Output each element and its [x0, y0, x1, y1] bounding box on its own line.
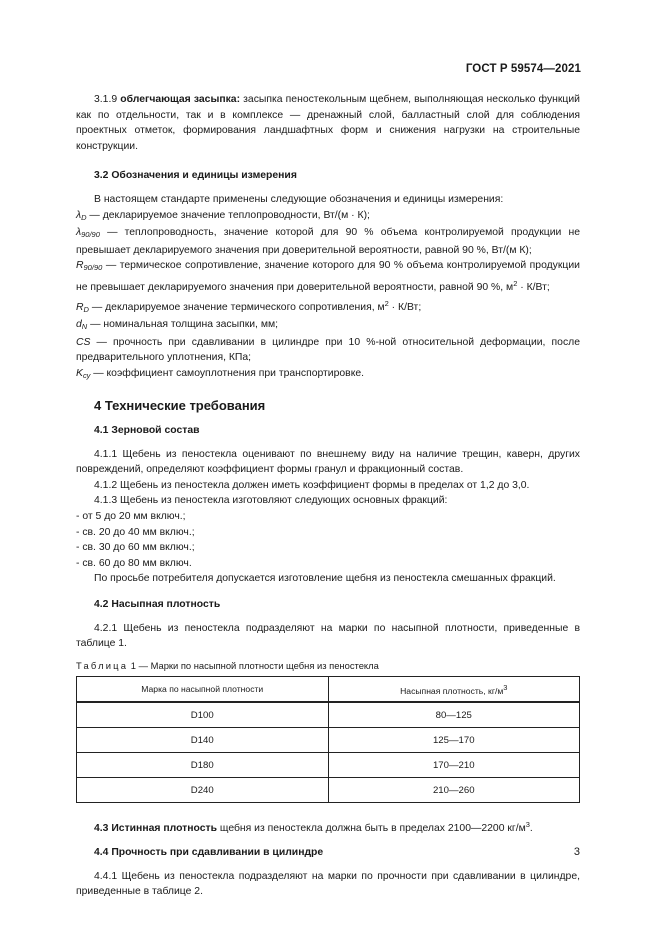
paragraph-4-1-1: 4.1.1 Щебень из пеностекла оценивают по внешнему виду на наличие трещин, каверн, других повреждений, определяют коэффициент формы гранул и фракционный состав. — [76, 448, 580, 476]
symbol-subscript: D — [81, 212, 87, 222]
table-row — [77, 702, 580, 728]
density-cell: 210—260 — [328, 778, 580, 803]
symbol-text: — термическое сопротивление, значение которого для 90 % объема контролируемой продукции не превышает декларируемого значения при доверительной вероятности, равной 90 %, м — [76, 260, 580, 293]
paragraph-4-3 — [76, 817, 580, 837]
symbol-subscript: N — [81, 322, 88, 332]
symbol-definition — [76, 335, 580, 366]
table-row — [77, 753, 580, 778]
symbol: CS — [76, 336, 91, 348]
page-content — [76, 92, 580, 900]
symbol-subscript: су — [82, 370, 91, 380]
symbol-subscript: 90/90 — [81, 230, 100, 240]
term: облегчающая засыпка: — [120, 94, 241, 105]
fraction-item: - от 5 до 20 мм включ.; — [76, 511, 186, 523]
clause-4-3-end: . — [529, 823, 533, 835]
section-4-title: 4 Технические требования — [94, 397, 266, 413]
density-cell: 170—210 — [328, 753, 580, 778]
table-1-caption — [76, 658, 580, 674]
section-4-1-title: 4.1 Зерновой состав — [94, 425, 200, 437]
caption-word: Таблица — [76, 659, 129, 671]
grade-cell: D100 — [77, 702, 329, 728]
symbol-text-tail: · К/Вт; — [517, 281, 550, 293]
paragraph-4-4-1: 4.4.1 Щебень из пеностекла подразделяют на марки по прочности при сдавливании в цилиндре, приведенные в таблице 2. — [76, 870, 580, 898]
clause-4-3-sup: 3 — [525, 820, 530, 830]
paragraph-3-1-9 — [76, 92, 580, 154]
unit-superscript: 2 — [384, 298, 389, 308]
paragraph-mixed-fractions: По просьбе потребителя допускается изготовление щебня из пеностекла смешанных фракций. — [94, 573, 556, 585]
clause-4-3-bold: 4.3 Истинная плотность — [94, 823, 217, 835]
symbol: R — [76, 301, 84, 313]
density-cell: 125—170 — [328, 728, 580, 753]
symbol: d — [76, 319, 82, 331]
fraction-item: - св. 20 до 40 мм включ.; — [76, 526, 195, 538]
clause-4-3-text: щебня из пеностекла должна быть в пределах 2100—2200 кг/м — [217, 823, 526, 835]
table-header-row — [77, 677, 580, 703]
clause-number: 3.1.9 — [94, 94, 118, 105]
section-3-2-title: 3.2 Обозначения и единицы измерения — [94, 170, 297, 182]
symbol-text: — декларируемое значение термического сопротивления, м — [88, 301, 385, 313]
grade-cell: D180 — [77, 753, 329, 778]
density-header-sup: 3 — [503, 682, 508, 692]
grade-cell: D140 — [77, 728, 329, 753]
symbol-definition — [76, 296, 580, 318]
symbol-subscript: D — [83, 304, 89, 314]
symbol: R — [76, 260, 84, 272]
column-header-grade: Марка по насыпной плотности — [77, 677, 329, 703]
unit-superscript: 2 — [513, 278, 518, 288]
symbol-text: — прочность при сдавливании в цилиндре при 10 %-ной относительной деформации, после предварительного уплотнения, КПа; — [76, 336, 580, 364]
definition-text: засыпка пеностекольным щебнем, выполняющая несколько функций как по отдельности, так и в комплексе — дренажный слой, балластный слой для соблюдения проектных отметок, формирования ландшафтных форм и снижения нагрузки на строительные конструкции. — [76, 94, 580, 152]
table-row — [77, 778, 580, 803]
symbol-text: — теплопроводность, значение которой для 90 % объема контролируемой продукции не превышает декларируемого значения при доверительной вероятности, равной 90 %, Вт/(м К); — [76, 227, 580, 256]
symbol-definition — [76, 366, 580, 384]
symbols-list — [76, 208, 580, 384]
density-cell: 80—125 — [328, 702, 580, 728]
grade-cell: D240 — [77, 778, 329, 803]
symbols-intro: В настоящем стандарте применены следующие обозначения и единицы измерения: — [94, 193, 504, 205]
symbol-definition — [76, 225, 580, 258]
table-row — [77, 728, 580, 753]
symbol-text: — коэффициент самоуплотнения при транспортировке. — [90, 367, 365, 379]
symbol-definition — [76, 208, 580, 226]
standard-header: ГОСТ Р 59574—2021 — [465, 63, 581, 75]
fraction-item: - св. 30 до 60 мм включ.; — [76, 542, 195, 554]
paragraph-4-1-3: 4.1.3 Щебень из пеностекла изготовляют следующих основных фракций: — [94, 495, 448, 507]
column-header-density — [328, 677, 580, 703]
caption-text: 1 — Марки по насыпной плотности щебня из пеностекла — [128, 659, 379, 671]
symbol-definition — [76, 317, 580, 335]
section-4-4-title: 4.4 Прочность при сдавливании в цилиндре — [94, 847, 324, 858]
symbol: λ — [76, 209, 82, 221]
symbol: K — [76, 367, 83, 379]
density-header-text: Насыпная плотность, кг/м — [400, 685, 504, 696]
symbol-definition — [76, 258, 580, 295]
density-table — [76, 676, 580, 803]
symbol-text: — декларируемое значение теплопроводности, Вт/(м · К); — [86, 209, 370, 221]
fraction-item: - св. 60 до 80 мм включ. — [76, 557, 192, 569]
symbol-text: — номинальная толщина засыпки, мм; — [87, 319, 278, 331]
paragraph-4-1-2: 4.1.2 Щебень из пеностекла должен иметь коэффициент формы в пределах от 1,2 до 3,0. — [94, 479, 530, 491]
symbol: λ — [76, 227, 82, 239]
symbol-text-tail: · К/Вт; — [388, 301, 422, 313]
section-4-2-title: 4.2 Насыпная плотность — [94, 599, 221, 611]
page-number: 3 — [573, 846, 580, 858]
symbol-subscript: 90/90 — [83, 263, 103, 273]
paragraph-4-2-1: 4.2.1 Щебень из пеностекла подразделяют на марки по насыпной плотности, приведенные в таблице 1. — [76, 622, 580, 650]
